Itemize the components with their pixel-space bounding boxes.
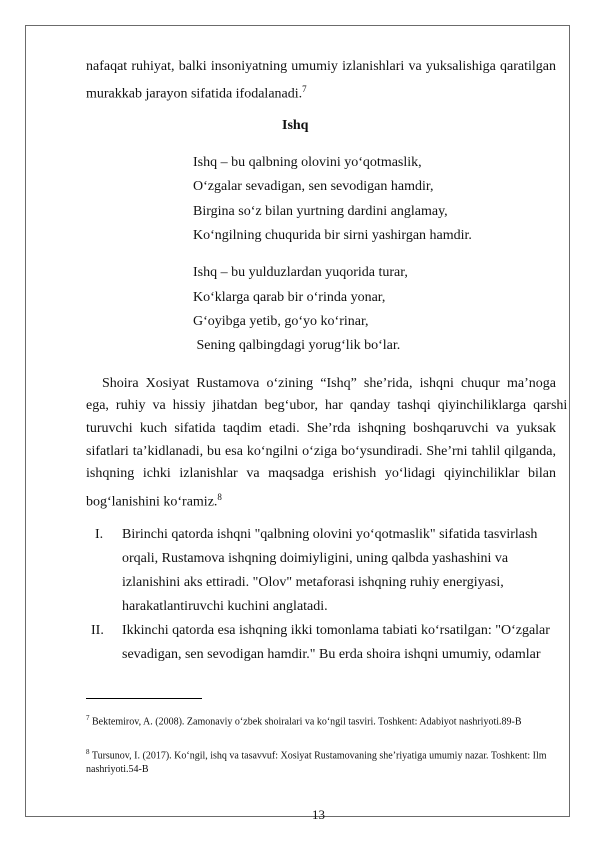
list-line: izlanishini aks ettiradi. "Olov" metaforasi ishqning ruhiy energiyasi, <box>122 575 504 590</box>
footnote-ref-8[interactable]: 8 <box>217 492 222 502</box>
analysis-line: ega, ruhiy va hissiy jihatdan beg‘ubor, har qanday tashqi qiyinchiliklarga qarshi <box>86 398 568 413</box>
analysis-line: Shoira Xosiyat Rustamova o‘zining “Ishq” she’rida, ishqni chuqur ma’noga <box>102 376 556 391</box>
verse-line: Birgina so‘z bilan yurtning dardini anglamay, <box>193 204 448 219</box>
verse-line: Ishq – bu qalbning olovini yo‘qotmaslik, <box>193 155 422 170</box>
intro-line-1: nafaqat ruhiyat, balki insoniyatning umumiy izlanishlari va yuksalishiga qaratilgan <box>86 59 556 74</box>
list-line: Ikkinchi qatorda esa ishqning ikki tomonlama tabiati ko‘rsatilgan: "O‘zgalar <box>122 623 550 638</box>
verse-line: O‘zgalar sevadigan, sen sevodigan hamdir, <box>193 179 434 194</box>
verse-line: Ko‘ngilning chuqurida bir sirni yashirgan hamdir. <box>193 228 472 243</box>
analysis-line: sifatlari ta’kidlanadi, bu esa ko‘ngilni o‘ziga bo‘ysundiradi. She’rni tahlil qilganda, <box>86 444 556 459</box>
list-number: I. <box>95 527 104 542</box>
verse-line: Ishq – bu yulduzlardan yuqorida turar, <box>193 265 408 280</box>
list-line: sevadigan, sen sevodigan hamdir." Bu erda shoira ishqni umumiy, odamlar <box>122 647 541 662</box>
footnote-ref-7[interactable]: 7 <box>302 84 307 94</box>
list-line: orqali, Rustamova ishqning doimiyligini, uning qalbda yashashini va <box>122 551 509 566</box>
footnote-separator <box>86 698 202 699</box>
verse-line: G‘oyibga yetib, go‘yo ko‘rinar, <box>193 314 369 329</box>
footnote-number: 7 <box>86 714 90 722</box>
verse-line: Ko‘klarga qarab bir o‘rinda yonar, <box>193 290 386 305</box>
analysis-last-line: bog‘lanishini ko‘ramiz.$^8$ <box>86 492 222 510</box>
verse-line: Sening qalbingdagi yorug‘lik bo‘lar. <box>193 338 401 353</box>
footnote-text: Tursunov, I. (2017). Ko‘ngil, ishq va tasavvuf: Xosiyat Rustamovaning she’riyatiga umumiy nazar. Toshkent: Ilm nashriyoti.54-B <box>86 750 547 776</box>
footnote-7 <box>86 711 556 729</box>
analysis-line: ishqning ichki izlanishlar va maqsadga erishish yo‘lidagi qiyinchiliklar bilan <box>86 466 556 481</box>
intro-line-2: murakkab jarayon sifatida ifodalanadi.$^7$ <box>86 84 307 102</box>
poem-title: Ishq <box>282 118 309 133</box>
footnote-8 <box>86 745 556 777</box>
page-number: 13 <box>312 807 325 822</box>
footnote-text: Bektemirov, A. (2008). Zamonaviy o‘zbek shoiralari va ko‘ngil tasviri. Toshkent: Adabiyot nashriyoti.89-B <box>92 716 522 728</box>
list-line: Birinchi qatorda ishqni "qalbning olovini yo‘qotmaslik" sifatida tasvirlash <box>122 527 538 542</box>
footnote-number: 8 <box>86 748 90 756</box>
list-number: II. <box>91 623 104 638</box>
list-line: harakatlantiruvchi kuchini anglatadi. <box>122 599 328 614</box>
analysis-line: turuvchi kuch sifatida taqdim etadi. She’rda ishqning boshqaruvchi va yuksak <box>86 421 556 436</box>
